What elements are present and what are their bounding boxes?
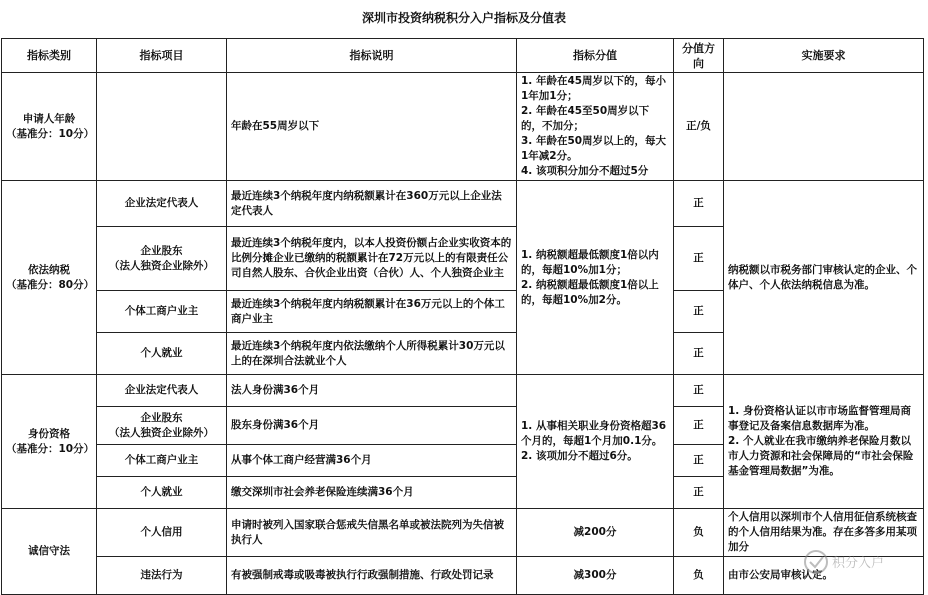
tax-item: 企业法定代表人 (97, 181, 227, 227)
header-item: 指标项目 (97, 39, 227, 73)
header-row (2, 39, 924, 73)
tax-requirement: 纳税额以市税务部门审核认定的企业、个体户、个人依法纳税信息为准。 (724, 181, 924, 375)
credit-score: 减200分 (517, 509, 674, 557)
qualification-category: 身份资格 （基准分：10分） (2, 375, 97, 509)
qualification-item: 企业法定代表人 (97, 375, 227, 407)
qualification-direction: 正 (674, 375, 724, 407)
tax-description: 最近连续3个纳税年度内纳税额累计在36万元以上的个体工商户业主 (227, 291, 517, 333)
header-category: 指标类别 (2, 39, 97, 73)
credit-direction: 负 (674, 557, 724, 595)
qualification-score: 1. 从事相关职业身份资格超36个月的，每超1个月加0.1分。 2. 该项加分不超过6分。 (517, 375, 674, 509)
tax-row (2, 181, 924, 227)
qualification-direction: 正 (674, 477, 724, 509)
qualification-direction: 正 (674, 445, 724, 477)
age-row (2, 73, 924, 181)
credit-item: 个人信用 (97, 509, 227, 557)
credit-requirement: 个人信用以深圳市个人信用征信系统核查的个人信用结果为准。存在多答多用某项加分 (724, 509, 924, 557)
qualification-row (2, 375, 924, 407)
age-category: 申请人年龄 （基准分：10分） (2, 73, 97, 181)
credit-description: 申请时被列入国家联合惩戒失信黑名单或被法院列为失信被执行人 (227, 509, 517, 557)
credit-score: 减300分 (517, 557, 674, 595)
tax-description: 最近连续3个纳税年度内依法缴纳个人所得税累计30万元以上的在深圳合法就业个人 (227, 333, 517, 375)
qualification-direction: 正 (674, 407, 724, 445)
watermark-text: 积分入户 (832, 556, 885, 571)
credit-requirement: 由市公安局审核认定。 (724, 557, 924, 595)
tax-direction: 正 (674, 333, 724, 375)
score-table (1, 38, 924, 595)
tax-direction: 正 (674, 291, 724, 333)
tax-category: 依法纳税 （基准分：80分） (2, 181, 97, 375)
age-description: 年龄在55周岁以下 (227, 73, 517, 181)
credit-row (2, 557, 924, 595)
tax-item: 个人就业 (97, 333, 227, 375)
age-score: 1. 年龄在45周岁以下的，每小1年加1分； 2. 年龄在45至50周岁以下的，不加分； 3. 年龄在50周岁以上的，每大1年减2分。 4. 该项积分加分不超过5分 (517, 73, 674, 181)
tax-score: 1. 纳税额超最低额度1倍以内的，每超10%加1分； 2. 纳税额超最低额度1倍以上的，每超10%加2分。 (517, 181, 674, 375)
header-description: 指标说明 (227, 39, 517, 73)
tax-item: 个体工商户业主 (97, 291, 227, 333)
credit-category: 诚信守法 (2, 509, 97, 595)
tax-description: 最近连续3个纳税年度内，以本人投资份额占企业实收资本的比例分摊企业已缴纳的税额累计在72万元以上的有限责任公司自然人股东、合伙企业出资（合伙）人、个人独资企业主 (227, 227, 517, 291)
credit-direction: 负 (674, 509, 724, 557)
tax-direction: 正 (674, 227, 724, 291)
qualification-description: 法人身份满36个月 (227, 375, 517, 407)
qualification-description: 股东身份满36个月 (227, 407, 517, 445)
credit-item: 违法行为 (97, 557, 227, 595)
qualification-description: 从事个体工商户经营满36个月 (227, 445, 517, 477)
watermark-logo (802, 545, 912, 579)
credit-row (2, 509, 924, 557)
qualification-requirement: 1. 身份资格认证以市市场监督管理局商事登记及备案信息数据库为准。 2. 个人就业在我市缴纳养老保险月数以市人力资源和社会保障局的“市社会保险基金管理局数据”为准。 (724, 375, 924, 509)
qualification-description: 缴交深圳市社会养老保险连续满36个月 (227, 477, 517, 509)
tax-item: 企业股东 （法人独资企业除外） (97, 227, 227, 291)
qualification-item: 企业股东 （法人独资企业除外） (97, 407, 227, 445)
header-score: 指标分值 (517, 39, 674, 73)
age-item-empty (97, 73, 227, 181)
tax-direction: 正 (674, 181, 724, 227)
credit-description: 有被强制戒毒或吸毒被执行行政强制措施、行政处罚记录 (227, 557, 517, 595)
tax-description: 最近连续3个纳税年度内纳税额累计在360万元以上企业法定代表人 (227, 181, 517, 227)
qualification-item: 个人就业 (97, 477, 227, 509)
qualification-item: 个体工商户业主 (97, 445, 227, 477)
age-requirement (724, 73, 924, 181)
age-direction: 正/负 (674, 73, 724, 181)
page-title: 深圳市投资纳税积分入户指标及分值表 (361, 11, 566, 25)
header-requirement: 实施要求 (724, 39, 924, 73)
header-direction: 分值方向 (674, 39, 724, 73)
